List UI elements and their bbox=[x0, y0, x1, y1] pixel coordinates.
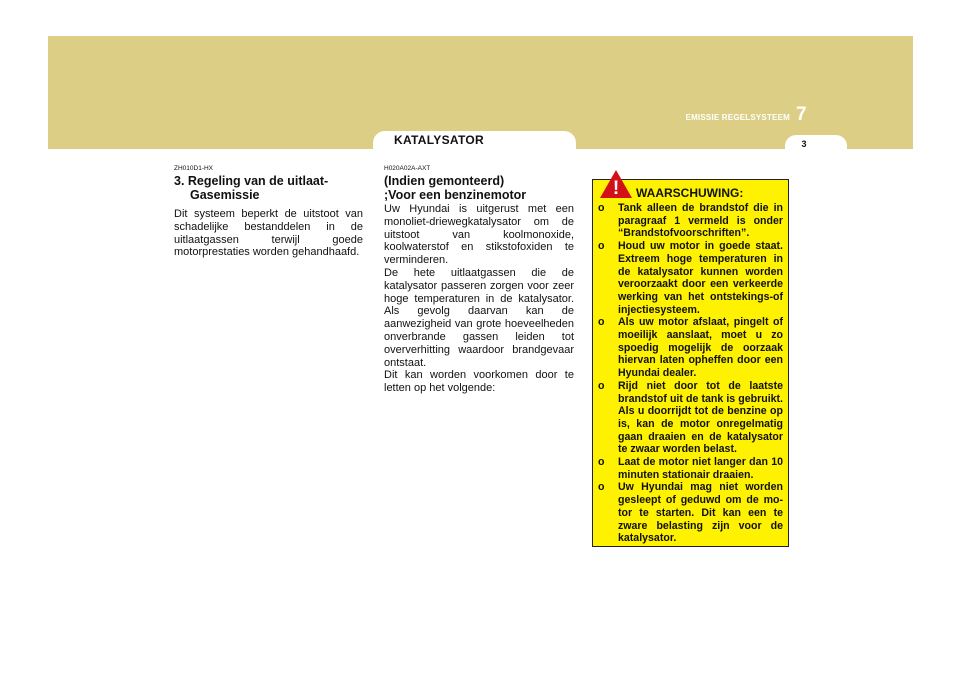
paragraph: Uw Hyundai is uitgerust met een monoliet-driewegkatalysator om de uitstoot van koolmonoxide, koolwaterstof en stikstofoxiden te verminderen. bbox=[384, 203, 574, 267]
warning-item-text: Rijd niet door tot de laatste brandstof uit de tank is gebruikt. Als u doorrijdt tot de benzine op is, kan de motor onregelmatig gaan draaien en de katalysator te zwaar worden belast. bbox=[618, 379, 783, 456]
section-code: H020A02A-AXT bbox=[384, 165, 431, 172]
page-number: 3 bbox=[801, 139, 807, 149]
warning-box bbox=[592, 179, 789, 547]
heading-line-1: 3. Regeling van de uitlaat- bbox=[174, 174, 329, 188]
chapter-title: EMISSIE REGELSYSTEEM bbox=[685, 113, 790, 122]
section-heading bbox=[384, 174, 574, 202]
exclamation-triangle-icon bbox=[599, 169, 633, 199]
bullet: o bbox=[598, 240, 605, 253]
section-title: KATALYSATOR bbox=[394, 133, 484, 147]
heading-line-2: Gasemissie bbox=[190, 188, 260, 202]
warning-item-text: Houd uw motor in goede staat. Extreem hoge temperaturen in de katalysator kunnen worden veroorzaakt door een verkeerde werking van het ontstekings-of injectiesysteem. bbox=[618, 240, 783, 316]
exclamation-mark: ! bbox=[612, 178, 620, 199]
warning-item bbox=[598, 240, 783, 316]
bullet: o bbox=[598, 481, 605, 494]
page-number-tab bbox=[785, 135, 847, 157]
bullet: o bbox=[598, 316, 605, 329]
warning-item bbox=[598, 481, 783, 545]
warning-list bbox=[598, 202, 783, 545]
warning-item-text: Laat de motor niet langer dan 10 minuten stationair draaien. bbox=[618, 456, 783, 481]
bullet: o bbox=[598, 202, 605, 214]
heading-line-2: ;Voor een benzinemotor bbox=[384, 188, 527, 202]
section-tab bbox=[373, 131, 576, 155]
warning-item-text: Tank alleen de brandstof die in paragraaf 1 vermeld is onder “Brandstofvoorschriften”. bbox=[618, 202, 783, 240]
section-heading bbox=[174, 174, 363, 202]
left-section bbox=[174, 165, 363, 259]
section-body: Dit systeem beperkt de uitstoot van schadelijke bestanddelen in de uitlaatgassen terwijl goede motorprestaties worden gehandhaafd. bbox=[174, 208, 363, 259]
warning-title: WAARSCHUWING: bbox=[636, 186, 744, 200]
bullet: o bbox=[598, 379, 605, 392]
paragraph: Dit kan worden voorkomen door te letten op het volgende: bbox=[384, 369, 574, 395]
section-body bbox=[384, 203, 574, 395]
warning-item bbox=[598, 380, 783, 456]
middle-section bbox=[384, 165, 574, 395]
bullet: o bbox=[598, 456, 605, 469]
warning-item-text: Als uw motor afslaat, pingelt of moeilijk aanslaat, moet u zo spoedig mogelijk de oorzaak hiervan laten opheffen door een Hyundai dealer. bbox=[618, 316, 783, 380]
paragraph: De hete uitlaatgassen die de katalysator passeren zorgen voor zeer hoge temperaturen in de katalysator. Als gevolg daarvan kan de aanwezigheid van grote hoeveelheden onverbrande gassen leiden tot oververhitting waardoor brandgevaar ontstaat. bbox=[384, 266, 574, 369]
heading-line-1: (Indien gemonteerd) bbox=[384, 174, 505, 188]
warning-item-text: Uw Hyundai mag niet worden gesleept of geduwd om de mo-tor te starten. Dit kan een te zware belasting zijn voor de katalysator. bbox=[618, 481, 783, 545]
warning-item bbox=[598, 202, 783, 240]
section-code: ZH010D1-HX bbox=[174, 165, 214, 172]
warning-item bbox=[598, 456, 783, 481]
chapter-number: 7 bbox=[796, 104, 807, 125]
warning-item bbox=[598, 316, 783, 380]
